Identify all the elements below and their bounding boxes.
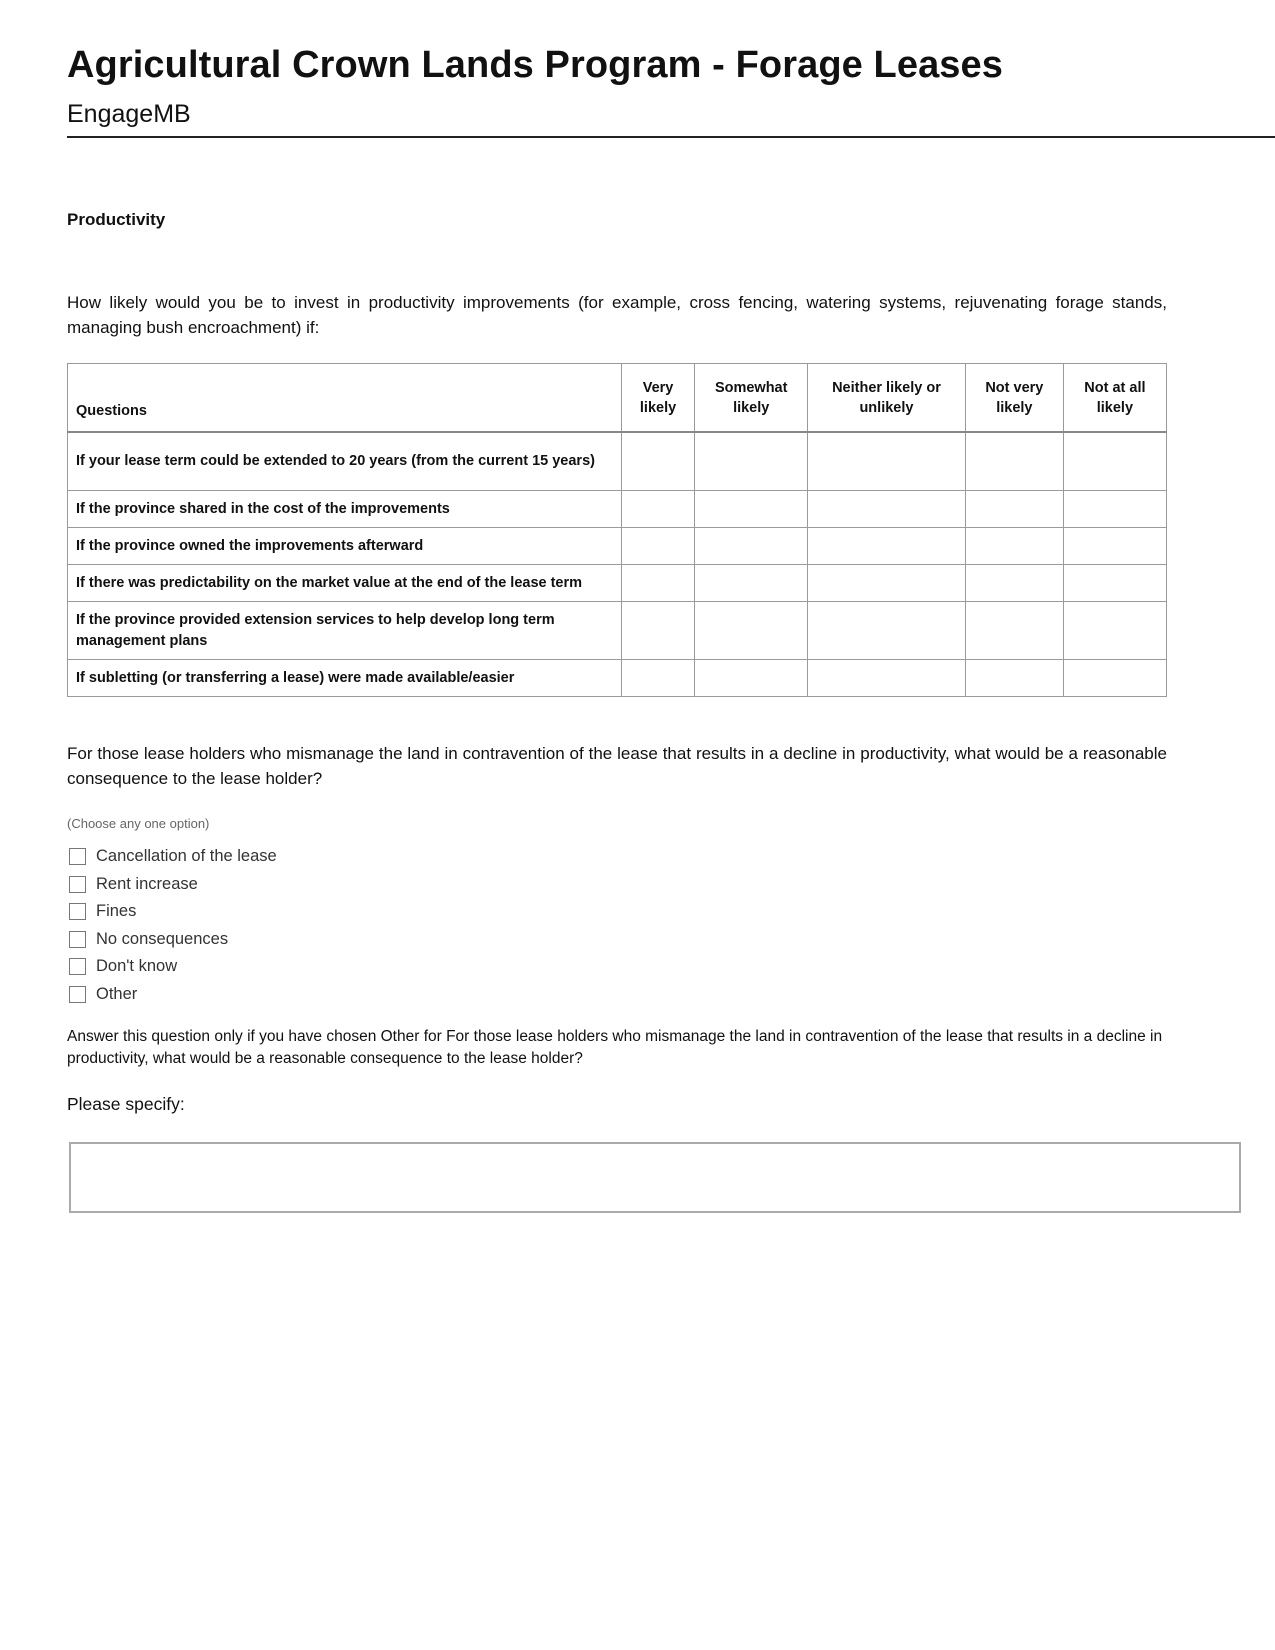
matrix-header-not-very-likely: Not very likely [965, 364, 1063, 433]
table-row [68, 602, 1167, 660]
option-checkbox[interactable] [69, 903, 86, 920]
question-other-text: Answer this question only if you have chosen Other for For those lease holders who mismanage the land in contravention of the lease that results in a decline in productivity, what would be a reasonable consequence to the lease holder? [67, 1028, 1163, 1067]
please-specify-label: Please specify: [67, 1094, 185, 1114]
matrix-cell-not-at-all-likely[interactable] [1063, 565, 1166, 602]
matrix-cell-very-likely[interactable] [621, 660, 695, 697]
table-row [68, 491, 1167, 528]
option-checkbox[interactable] [69, 931, 86, 948]
matrix-cell-somewhat-likely[interactable] [695, 432, 808, 491]
option-checkbox[interactable] [69, 958, 86, 975]
option-label: Other [96, 984, 138, 1003]
matrix-header-very-likely: Very likely [621, 364, 695, 433]
option-no-consequences[interactable] [69, 926, 277, 954]
matrix-cell-neither[interactable] [808, 432, 966, 491]
option-cancellation[interactable] [69, 843, 277, 871]
matrix-cell-not-very-likely[interactable] [965, 565, 1063, 602]
matrix-cell-not-at-all-likely[interactable] [1063, 528, 1166, 565]
likelihood-matrix [67, 363, 1167, 697]
table-row [68, 660, 1167, 697]
option-fines[interactable] [69, 898, 277, 926]
option-other[interactable] [69, 981, 277, 1009]
matrix-cell-very-likely[interactable] [621, 602, 695, 660]
option-label: Rent increase [96, 874, 198, 893]
matrix-cell-somewhat-likely[interactable] [695, 565, 808, 602]
option-rent-increase[interactable] [69, 871, 277, 899]
matrix-cell-very-likely[interactable] [621, 565, 695, 602]
option-label: No consequences [96, 929, 229, 948]
matrix-row-label: If your lease term could be extended to 20 years (from the current 15 years) [68, 432, 622, 491]
page-subtitle: EngageMB [67, 100, 191, 128]
matrix-row-label: If the province shared in the cost of the improvements [68, 491, 622, 528]
matrix-cell-very-likely[interactable] [621, 491, 695, 528]
matrix-cell-very-likely[interactable] [621, 432, 695, 491]
option-checkbox[interactable] [69, 876, 86, 893]
matrix-cell-not-very-likely[interactable] [965, 602, 1063, 660]
consequence-options [69, 843, 277, 1008]
question-consequence-text: For those lease holders who mismanage the land in contravention of the lease that results in a decline in productivity, what would be a reasonable consequence to the lease holder? [67, 744, 1167, 788]
matrix-cell-not-at-all-likely[interactable] [1063, 660, 1166, 697]
matrix-row-label: If subletting (or transferring a lease) were made available/easier [68, 660, 622, 697]
matrix-cell-neither[interactable] [808, 602, 966, 660]
matrix-row-label: If there was predictability on the market value at the end of the lease term [68, 565, 622, 602]
question-invest-text: How likely would you be to invest in productivity improvements (for example, cross fencing, watering systems, rejuvenating forage stands, managing bush encroachment) if: [67, 293, 1167, 337]
matrix-cell-somewhat-likely[interactable] [695, 491, 808, 528]
matrix-cell-not-at-all-likely[interactable] [1063, 602, 1166, 660]
option-label: Don't know [96, 957, 178, 976]
option-checkbox[interactable] [69, 848, 86, 865]
matrix-row-label: If the province provided extension services to help develop long term management plans [68, 602, 622, 660]
matrix-header-somewhat-likely: Somewhat likely [695, 364, 808, 433]
matrix-header-questions: Questions [68, 364, 622, 433]
matrix-cell-neither[interactable] [808, 565, 966, 602]
matrix-cell-neither[interactable] [808, 528, 966, 565]
table-row [68, 528, 1167, 565]
matrix-cell-not-very-likely[interactable] [965, 491, 1063, 528]
page-title: Agricultural Crown Lands Program - Forage Leases [67, 44, 1004, 86]
matrix-header-not-at-all-likely: Not at all likely [1063, 364, 1166, 433]
option-dont-know[interactable] [69, 953, 277, 981]
matrix-cell-not-at-all-likely[interactable] [1063, 432, 1166, 491]
matrix-header-neither: Neither likely or unlikely [808, 364, 966, 433]
matrix-cell-not-very-likely[interactable] [965, 660, 1063, 697]
matrix-row-label: If the province owned the improvements afterward [68, 528, 622, 565]
matrix-cell-somewhat-likely[interactable] [695, 528, 808, 565]
matrix-cell-not-very-likely[interactable] [965, 528, 1063, 565]
matrix-cell-neither[interactable] [808, 660, 966, 697]
table-row [68, 432, 1167, 491]
option-label: Cancellation of the lease [96, 847, 277, 866]
matrix-cell-somewhat-likely[interactable] [695, 602, 808, 660]
option-label: Fines [96, 902, 137, 921]
matrix-cell-not-at-all-likely[interactable] [1063, 491, 1166, 528]
header-divider [67, 136, 1275, 138]
specify-textarea[interactable] [69, 1142, 1241, 1213]
option-checkbox[interactable] [69, 986, 86, 1003]
section-title: Productivity [67, 210, 166, 229]
matrix-cell-neither[interactable] [808, 491, 966, 528]
choose-one-hint: (Choose any one option) [67, 816, 210, 831]
matrix-cell-somewhat-likely[interactable] [695, 660, 808, 697]
matrix-cell-very-likely[interactable] [621, 528, 695, 565]
table-row [68, 565, 1167, 602]
matrix-cell-not-very-likely[interactable] [965, 432, 1063, 491]
matrix-header-row [68, 364, 1167, 433]
